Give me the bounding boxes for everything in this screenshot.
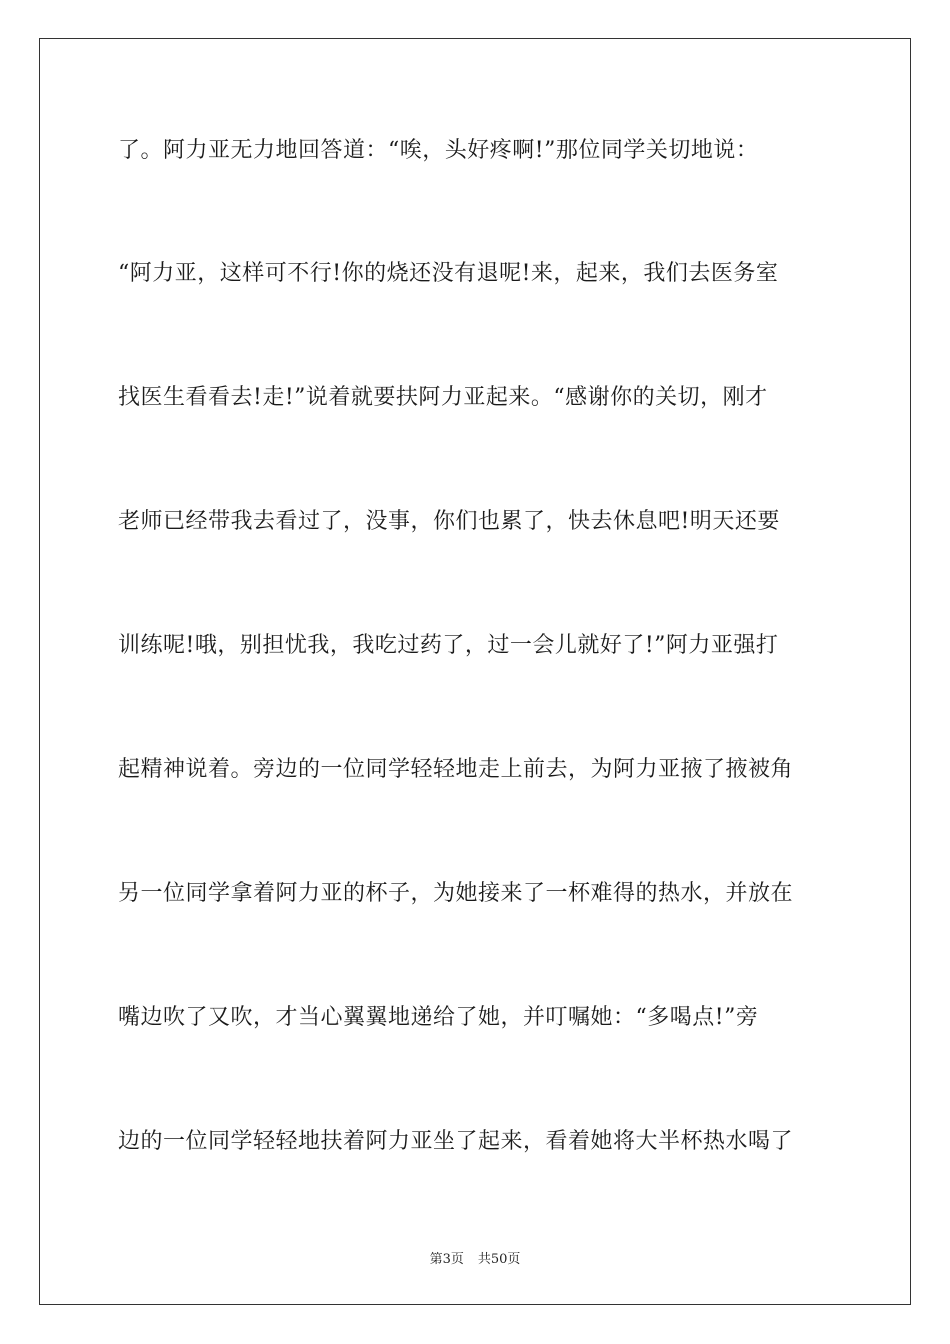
text-line: 另一位同学拿着阿力亚的杯子，为她接来了一杯难得的热水，并放在 <box>118 881 794 906</box>
text-line: 老师已经带我去看过了，没事，你们也累了，快去休息吧!明天还要 <box>118 509 780 534</box>
page-number: 第3页 <box>429 1252 464 1267</box>
text-line: 嘴边吹了又吹，才当心翼翼地递给了她，并叮嘱她：“多喝点!”旁 <box>118 1005 759 1030</box>
text-line: 起精神说着。旁边的一位同学轻轻地走上前去，为阿力亚掖了掖被角 <box>118 757 794 782</box>
text-line: “阿力亚，这样可不行!你的烧还没有退呢!来，起来，我们去医务室 <box>118 261 779 286</box>
page-footer <box>0 1248 950 1267</box>
text-line: 找医生看看去!走!”说着就要扶阿力亚起来。“感谢你的关切，刚才 <box>118 385 768 410</box>
page-total: 共50页 <box>477 1252 521 1267</box>
text-line: 训练呢!哦，别担忧我，我吃过药了，过一会儿就好了!”阿力亚强打 <box>118 633 779 658</box>
page-border <box>39 38 911 1305</box>
text-line: 了。阿力亚无力地回答道：“唉，头好疼啊!”那位同学关切地说： <box>118 138 759 163</box>
text-line: 边的一位同学轻轻地扶着阿力亚坐了起来，看着她将大半杯热水喝了 <box>118 1129 794 1154</box>
